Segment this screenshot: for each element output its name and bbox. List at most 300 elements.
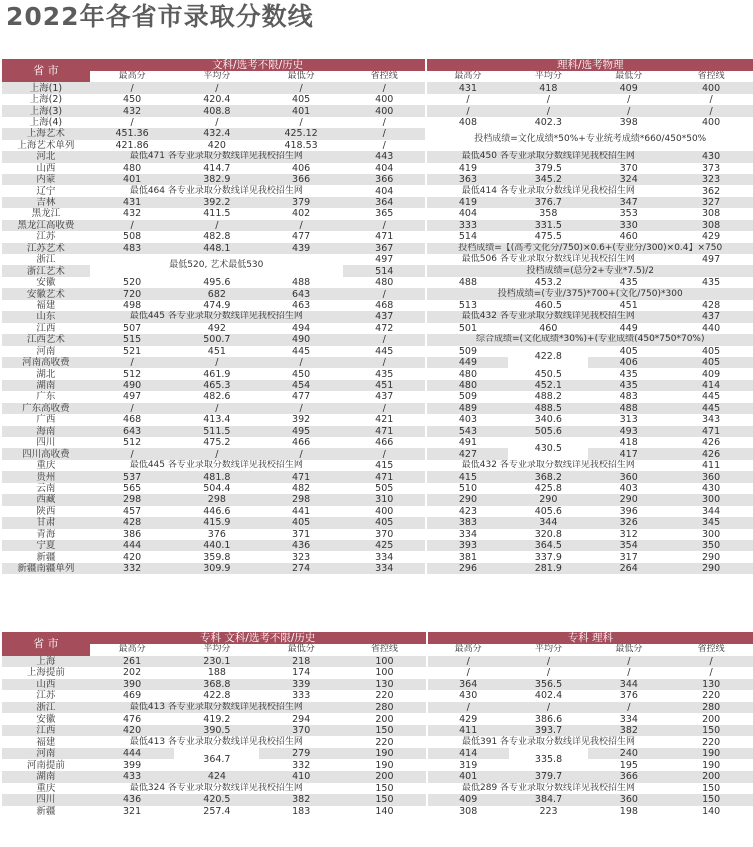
province-cell: 云南	[2, 483, 90, 494]
score-cell: 490	[259, 334, 343, 345]
score-cell: 474.9	[174, 300, 259, 311]
province-cell: 江苏	[2, 690, 90, 702]
control-line-cell: 327	[669, 197, 753, 208]
score-cell: /	[259, 220, 343, 231]
score-cell: /	[174, 220, 259, 231]
score-cell: 480	[426, 368, 508, 379]
score-cell: 483	[90, 243, 175, 254]
score-cell: 218	[259, 656, 343, 668]
province-cell: 福建	[2, 736, 90, 748]
control-line-cell: 308	[669, 220, 753, 231]
table-row	[2, 323, 753, 334]
score-cell: 543	[426, 426, 508, 437]
column-header: 省控线	[343, 644, 427, 656]
score-cell: 331.5	[508, 220, 588, 231]
score-cell: 453.2	[508, 277, 588, 288]
table-row	[2, 346, 753, 357]
score-cell: 489	[426, 403, 508, 414]
province-cell: 上海	[2, 656, 90, 668]
score-cell: 383	[426, 517, 508, 528]
score-cell: 495.6	[174, 277, 259, 288]
province-cell: 上海艺术	[2, 128, 90, 139]
score-cell: 408.8	[174, 105, 259, 116]
province-cell: 山西	[2, 679, 90, 691]
table-row	[2, 254, 753, 265]
score-cell: /	[174, 448, 259, 459]
province-cell: 安徽	[2, 277, 90, 288]
province-column-header: 省 市	[2, 59, 90, 82]
control-line-cell: 437	[343, 391, 427, 402]
score-cell: 390.5	[174, 725, 259, 737]
score-cell: 469	[90, 690, 175, 702]
control-line-cell: 350	[669, 540, 753, 551]
score-cell: /	[426, 94, 508, 105]
score-cell: 422.8	[508, 346, 588, 369]
score-cell: 420.5	[174, 794, 259, 806]
score-cell: 537	[90, 471, 175, 482]
score-cell: 376	[588, 690, 669, 702]
score-cell: 386	[90, 529, 175, 540]
control-line-cell: 367	[343, 243, 427, 254]
score-cell: 492	[174, 323, 259, 334]
score-cell: 402.3	[508, 117, 588, 128]
page-title: 2022年各省市录取分数线	[6, 2, 314, 31]
score-cell: /	[588, 667, 669, 679]
score-cell: 497	[90, 391, 175, 402]
control-line-cell: 290	[669, 551, 753, 562]
score-cell: 398	[588, 117, 669, 128]
control-line-cell: 220	[343, 736, 427, 748]
score-cell: 240	[588, 748, 669, 760]
control-line-cell: 414	[669, 380, 753, 391]
score-cell: 281.9	[508, 563, 588, 574]
table-row	[2, 197, 753, 208]
score-cell: 454	[259, 380, 343, 391]
table-row	[2, 243, 753, 254]
score-cell: 491	[426, 437, 508, 448]
control-line-cell: 200	[669, 713, 753, 725]
control-line-cell: 404	[343, 185, 427, 196]
score-cell: 386.6	[509, 713, 589, 725]
control-line-cell: 220	[343, 690, 427, 702]
control-line-cell: 415	[343, 460, 427, 471]
province-cell: 上海艺术单列	[2, 140, 90, 151]
table-row	[2, 94, 753, 105]
score-cell: 404	[426, 208, 508, 219]
province-cell: 新疆	[2, 806, 90, 818]
score-cell: 344	[588, 679, 669, 691]
control-line-cell: 430	[669, 483, 753, 494]
table-row	[2, 529, 753, 540]
score-cell: 294	[259, 713, 343, 725]
score-cell: 296	[426, 563, 508, 574]
table-row	[2, 231, 753, 242]
control-line-cell: 514	[343, 265, 427, 276]
score-cell: /	[259, 403, 343, 414]
score-cell: 384.7	[509, 794, 589, 806]
control-line-cell: /	[343, 82, 427, 93]
table-row	[2, 368, 753, 379]
province-cell: 贵州	[2, 471, 90, 482]
province-cell: 安徽	[2, 713, 90, 725]
table-row	[2, 174, 753, 185]
table-row	[2, 311, 753, 322]
table-row	[2, 494, 753, 505]
control-line-cell: 290	[669, 563, 753, 574]
score-cell: 379	[259, 197, 343, 208]
province-cell: 广东	[2, 391, 90, 402]
table-row	[2, 117, 753, 128]
score-cell: /	[509, 667, 589, 679]
score-cell: /	[174, 117, 259, 128]
score-cell: /	[508, 105, 588, 116]
table-row	[2, 403, 753, 414]
table-row	[2, 656, 753, 668]
score-cell: 480	[426, 380, 508, 391]
score-cell: 323	[259, 551, 343, 562]
score-cell: 460	[588, 231, 669, 242]
score-cell: 392	[259, 414, 343, 425]
score-cell: 450	[259, 368, 343, 379]
control-line-cell: 471	[669, 426, 753, 437]
score-cell: 514	[426, 231, 508, 242]
note-cell: 最低506 各专业录取分数线详见我校招生网	[426, 254, 669, 265]
note-cell: 最低445 各专业录取分数线详见我校招生网	[90, 460, 343, 471]
province-cell: 吉林	[2, 197, 90, 208]
table-row	[2, 794, 753, 806]
score-cell: 466	[259, 437, 343, 448]
province-cell: 内蒙	[2, 174, 90, 185]
score-cell: 409	[427, 794, 509, 806]
score-cell: 411.5	[174, 208, 259, 219]
score-cell: 415.9	[174, 517, 259, 528]
control-line-cell: 140	[343, 806, 427, 818]
score-cell: 420	[90, 551, 175, 562]
score-cell: 450	[90, 94, 175, 105]
column-header: 最低分	[259, 71, 343, 82]
score-cell: 406	[588, 357, 669, 368]
control-line-cell: 150	[669, 725, 753, 737]
score-cell: 376	[174, 529, 259, 540]
table-row	[2, 208, 753, 219]
score-cell: 431	[90, 197, 175, 208]
score-cell: /	[588, 656, 669, 668]
control-line-cell: 400	[669, 82, 753, 93]
table-row	[2, 105, 753, 116]
score-cell: 505.6	[508, 426, 588, 437]
score-cell: 451.36	[90, 128, 175, 139]
control-line-cell: 411	[669, 460, 753, 471]
score-cell: 406	[259, 163, 343, 174]
score-cell: 468	[90, 414, 175, 425]
province-cell: 河南高收费	[2, 357, 90, 368]
left-group-header: 文科/选考不限/历史	[90, 59, 427, 71]
table-row	[2, 759, 753, 771]
score-cell: 195	[588, 759, 669, 771]
province-cell: 江西	[2, 725, 90, 737]
control-line-cell: 472	[343, 323, 427, 334]
control-line-cell: 405	[669, 346, 753, 357]
score-cell: 435	[588, 277, 669, 288]
control-line-cell: 334	[343, 563, 427, 574]
score-cell: 432	[90, 105, 175, 116]
province-cell: 西藏	[2, 494, 90, 505]
score-cell: 223	[509, 806, 589, 818]
province-cell: 湖北	[2, 368, 90, 379]
control-line-cell: 468	[343, 300, 427, 311]
score-cell: 363	[426, 174, 508, 185]
score-cell: 364.7	[174, 748, 259, 771]
control-line-cell: 443	[343, 151, 427, 162]
note-cell: 最低450 各专业录取分数线详见我校招生网	[426, 151, 669, 162]
score-cell: 509	[426, 346, 508, 357]
table-row	[2, 185, 753, 196]
score-cell: 504.4	[174, 483, 259, 494]
score-cell: 340.6	[508, 414, 588, 425]
score-cell: 290	[588, 494, 669, 505]
score-cell: 508	[90, 231, 175, 242]
control-line-cell: 150	[343, 783, 427, 795]
table-row	[2, 357, 753, 368]
control-line-cell: 471	[343, 231, 427, 242]
score-cell: 261	[90, 656, 175, 668]
score-cell: 501	[426, 323, 508, 334]
score-cell: 643	[90, 426, 175, 437]
score-cell: 449	[426, 357, 508, 368]
score-cell: 364	[427, 679, 509, 691]
column-header: 平均分	[508, 71, 588, 82]
left-group-header: 专科 文科/选考不限/历史	[90, 632, 427, 644]
score-cell: 461.9	[174, 368, 259, 379]
province-cell: 山东	[2, 311, 90, 322]
table-row	[2, 437, 753, 448]
formula-cell: 投档成绩=文化成绩*50%+专业统考成绩*660/450*50%	[426, 128, 753, 151]
control-line-cell: 373	[669, 163, 753, 174]
score-cell: 332	[259, 759, 343, 771]
score-cell: 420	[90, 725, 175, 737]
province-cell: 湖南	[2, 380, 90, 391]
note-cell: 最低520, 艺术最低530	[90, 254, 343, 277]
score-cell: /	[90, 403, 175, 414]
score-cell: 333	[259, 690, 343, 702]
score-cell: 368.8	[174, 679, 259, 691]
table-row	[2, 334, 753, 345]
column-header: 平均分	[509, 644, 589, 656]
province-cell: 青海	[2, 529, 90, 540]
province-cell: 新疆南疆单列	[2, 563, 90, 574]
score-cell: 420	[174, 140, 259, 151]
control-line-cell: 100	[343, 656, 427, 668]
score-cell: 324	[588, 174, 669, 185]
control-line-cell: 429	[669, 231, 753, 242]
control-line-cell: 440	[669, 323, 753, 334]
score-cell: 358	[508, 208, 588, 219]
control-line-cell: /	[343, 334, 427, 345]
table-row	[2, 128, 753, 139]
note-cell: 最低413 各专业录取分数线详见我校招生网	[90, 736, 343, 748]
score-cell: 410	[259, 771, 343, 783]
province-cell: 四川	[2, 794, 90, 806]
control-line-cell: 428	[669, 300, 753, 311]
score-cell: 490	[90, 380, 175, 391]
control-line-cell: 400	[343, 506, 427, 517]
table-row	[2, 702, 753, 714]
control-line-cell: 362	[669, 185, 753, 196]
score-cell: /	[90, 117, 175, 128]
score-cell: /	[259, 82, 343, 93]
score-cell: /	[588, 702, 669, 714]
control-line-cell: /	[343, 117, 427, 128]
control-line-cell: /	[343, 403, 427, 414]
score-cell: /	[174, 403, 259, 414]
control-line-cell: 310	[343, 494, 427, 505]
province-cell: 浙江	[2, 254, 90, 265]
score-cell: 423	[426, 506, 508, 517]
score-cell: 319	[427, 759, 509, 771]
province-cell: 四川高收费	[2, 448, 90, 459]
table-row	[2, 460, 753, 471]
score-cell: 421.86	[90, 140, 175, 151]
score-cell: 417	[588, 448, 669, 459]
control-line-cell: 409	[669, 368, 753, 379]
score-cell: 445	[259, 346, 343, 357]
score-cell: 488	[259, 277, 343, 288]
score-cell: 317	[588, 551, 669, 562]
control-line-cell: 150	[669, 783, 753, 795]
score-cell: 565	[90, 483, 175, 494]
score-cell: 401	[427, 771, 509, 783]
control-line-cell: 190	[343, 748, 427, 760]
score-cell: 298	[90, 494, 175, 505]
control-line-cell: 100	[343, 667, 427, 679]
score-cell: 308	[427, 806, 509, 818]
score-cell: 402	[259, 208, 343, 219]
score-cell: 279	[259, 748, 343, 760]
table-row	[2, 540, 753, 551]
score-cell: /	[259, 448, 343, 459]
score-cell: 411	[427, 725, 509, 737]
table-row	[2, 517, 753, 528]
control-line-cell: 421	[343, 414, 427, 425]
note-cell: 最低414 各专业录取分数线详见我校招生网	[426, 185, 669, 196]
control-line-cell: 400	[669, 117, 753, 128]
score-cell: 432	[90, 208, 175, 219]
score-cell: 360	[588, 471, 669, 482]
score-cell: 174	[259, 667, 343, 679]
score-cell: 481.8	[174, 471, 259, 482]
score-cell: /	[426, 105, 508, 116]
control-line-cell: 426	[669, 448, 753, 459]
score-cell: 379.5	[508, 163, 588, 174]
score-cell: 393	[426, 540, 508, 551]
score-cell: 720	[90, 288, 175, 299]
control-line-cell: 190	[343, 759, 427, 771]
control-line-cell: 437	[343, 311, 427, 322]
control-line-cell: 405	[343, 517, 427, 528]
score-cell: 420.4	[174, 94, 259, 105]
score-cell: 274	[259, 563, 343, 574]
score-cell: 448.1	[174, 243, 259, 254]
score-cell: 495	[259, 426, 343, 437]
score-cell: 183	[259, 806, 343, 818]
province-cell: 重庆	[2, 460, 90, 471]
control-line-cell: /	[343, 288, 427, 299]
table-row	[2, 551, 753, 562]
table-row	[2, 391, 753, 402]
score-cell: 446.6	[174, 506, 259, 517]
table-row	[2, 736, 753, 748]
score-cell: 643	[259, 288, 343, 299]
province-cell: 江西艺术	[2, 334, 90, 345]
score-cell: 403	[588, 483, 669, 494]
score-cell: 422.8	[174, 690, 259, 702]
score-cell: 512	[90, 437, 175, 448]
control-line-cell: 140	[669, 806, 753, 818]
control-line-cell: /	[343, 220, 427, 231]
control-line-cell: 220	[669, 690, 753, 702]
score-cell: 356.5	[509, 679, 589, 691]
note-cell: 最低471 各专业录取分数线详见我校招生网	[90, 151, 343, 162]
score-cell: 498	[90, 300, 175, 311]
note-cell: 最低289 各专业录取分数线详见我校招生网	[427, 783, 670, 795]
column-header: 平均分	[174, 644, 259, 656]
note-cell: 最低432 各专业录取分数线详见我校招生网	[426, 311, 669, 322]
score-cell: 364.5	[508, 540, 588, 551]
control-line-cell: 200	[343, 771, 427, 783]
score-cell: 441	[259, 506, 343, 517]
control-line-cell: /	[343, 357, 427, 368]
control-line-cell: 445	[669, 403, 753, 414]
score-cell: /	[427, 656, 509, 668]
score-cell: 483	[588, 391, 669, 402]
control-line-cell: 300	[669, 529, 753, 540]
province-cell: 江苏	[2, 231, 90, 242]
province-cell: 上海(1)	[2, 82, 90, 93]
score-cell: /	[588, 105, 669, 116]
score-cell: 290	[426, 494, 508, 505]
formula-cell: 投档成绩=(专业/375)*700+(文化/750)*300	[426, 288, 753, 299]
score-cell: 360	[588, 794, 669, 806]
score-cell: 414	[427, 748, 509, 760]
province-cell: 宁夏	[2, 540, 90, 551]
table-row	[2, 748, 753, 760]
score-cell: 465.3	[174, 380, 259, 391]
table-row	[2, 380, 753, 391]
score-cell: 370	[588, 163, 669, 174]
column-header: 省控线	[669, 644, 753, 656]
score-cell: 512	[90, 368, 175, 379]
score-cell: 482.6	[174, 391, 259, 402]
score-cell: 345.2	[508, 174, 588, 185]
table-row	[2, 563, 753, 574]
score-cell: 403	[426, 414, 508, 425]
score-cell: /	[259, 357, 343, 368]
control-line-cell: 466	[343, 437, 427, 448]
score-cell: 332	[90, 563, 175, 574]
score-cell: 436	[259, 540, 343, 551]
province-cell: 上海(3)	[2, 105, 90, 116]
formula-cell: 投档成绩=【(高考文化分/750)×0.6+(专业分/300)×0.4】×750	[426, 243, 753, 254]
table-row	[2, 506, 753, 517]
score-cell: 460.5	[508, 300, 588, 311]
table-row	[2, 806, 753, 818]
control-line-cell: /	[343, 128, 427, 139]
score-cell: 515	[90, 334, 175, 345]
score-cell: 424	[174, 771, 259, 783]
table-row	[2, 690, 753, 702]
control-line-cell: 190	[669, 759, 753, 771]
control-line-cell: /	[669, 94, 753, 105]
